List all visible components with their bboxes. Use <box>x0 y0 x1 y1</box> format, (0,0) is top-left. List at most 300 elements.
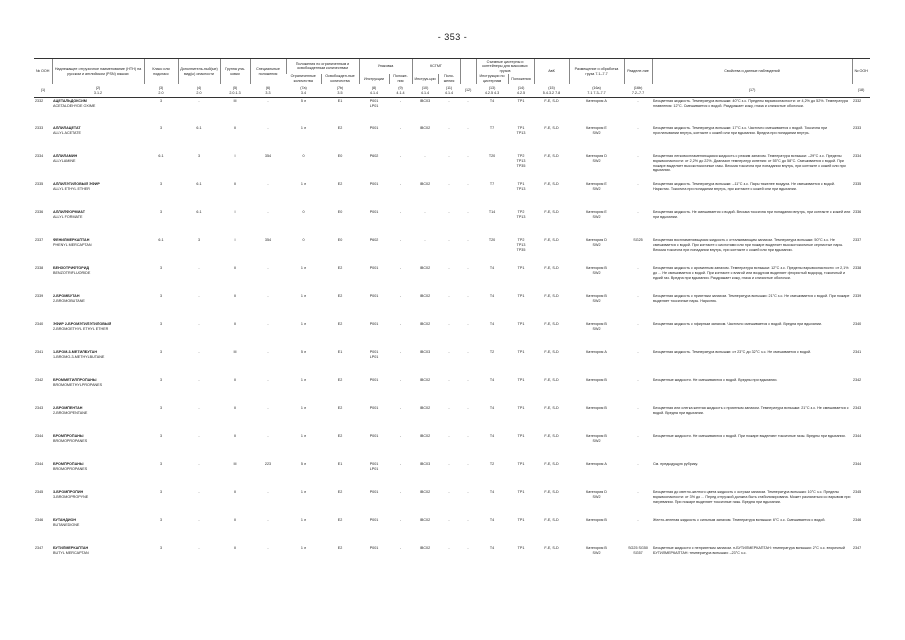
tank-instructions-line: T7 <box>489 126 495 131</box>
class: 3 <box>159 490 163 495</box>
special-provisions: - <box>267 490 269 495</box>
packing-instructions <box>359 490 389 518</box>
stowage-line: Категория D <box>586 490 607 495</box>
class: 3 <box>159 406 163 411</box>
tank-instructions-line: T4 <box>489 294 495 299</box>
tank-provisions-line: TP2 <box>517 210 525 215</box>
column-reference: 3.5 <box>337 90 343 95</box>
tank-instructions <box>476 434 508 462</box>
un-number-right: 2337 <box>853 238 862 243</box>
packing-provisions: - <box>399 266 402 271</box>
tank-provisions-line: TP13 <box>516 215 526 219</box>
shipping-name-ru: 1-БРОМ-3-МЕТИЛБУТАН <box>53 350 98 355</box>
properties: Бесцветные жидкости с неприятным запахом. н-БУТИЛМЕРКАПТАН: температура вспышки: 2°C з.с. вторичный БУТИЛМЕРКАПТАН: температура вспышки: –23°C з.с. <box>653 546 845 555</box>
shipping-name <box>52 266 144 294</box>
col-12-value: - <box>467 462 469 467</box>
col-limited-excepted: Положения по ограниченным и освобожденным количествам <box>286 59 359 74</box>
col-12-value: - <box>467 490 469 495</box>
ibc-instructions: IBC02 <box>419 434 431 439</box>
tank-instructions-line: T2 <box>489 462 495 467</box>
col-properties: Свойства и данные наблюдений <box>652 59 852 85</box>
un-number-right: 2341 <box>853 350 862 355</box>
stowage-line: SW2 <box>592 243 601 247</box>
stowage-line: Категория B <box>586 406 607 411</box>
un-number: 2337 <box>35 238 44 243</box>
tank-provisions-line: TP1 <box>517 182 525 187</box>
column-number <box>508 84 534 98</box>
packing-group: I <box>234 238 236 243</box>
stowage <box>569 518 624 546</box>
un-number: 2345 <box>35 490 44 495</box>
column-number-label: (2) <box>95 86 101 91</box>
ibc-provisions: - <box>448 434 450 439</box>
shipping-name <box>52 126 144 154</box>
ibc-provisions: - <box>448 294 450 299</box>
subsidiary-risk: 3 <box>197 238 201 243</box>
stowage-line: Категория B <box>586 322 607 327</box>
packing-instructions <box>359 462 389 490</box>
segregation: - <box>637 378 639 383</box>
col-excepted-qty: Освобожден-ные количества <box>321 74 359 84</box>
stowage-line: Категория B <box>586 434 607 439</box>
packing-instructions-line: P001 <box>369 182 379 187</box>
segregation: - <box>637 462 639 467</box>
ems: F-E, S-D <box>544 98 559 103</box>
table-row <box>34 154 870 182</box>
stowage <box>569 238 624 266</box>
special-provisions: - <box>267 210 269 215</box>
ibc-instructions: IBC03 <box>419 98 431 103</box>
tank-provisions <box>508 434 534 462</box>
tank-provisions-line: TP1 <box>517 322 525 327</box>
packing-provisions: - <box>399 154 402 159</box>
stowage <box>569 490 624 518</box>
subsidiary-risk: - <box>198 378 200 383</box>
column-reference: 3.3 <box>265 90 271 95</box>
un-number-right: 2344 <box>853 462 862 467</box>
tank-instructions-line: T4 <box>489 518 495 523</box>
subsidiary-risk: - <box>198 434 200 439</box>
limited-qty: 1 л <box>300 266 307 271</box>
column-reference: 2.0 <box>196 90 202 95</box>
stowage <box>569 98 624 126</box>
shipping-name <box>52 182 144 210</box>
shipping-name-ru: 2-БРОМБУТАН <box>53 294 80 299</box>
un-number: 2340 <box>35 322 44 327</box>
tank-instructions <box>476 406 508 434</box>
tank-provisions-line: TP1 <box>517 98 525 103</box>
table-header <box>34 59 870 98</box>
tank-instructions <box>476 546 508 574</box>
shipping-name-ru: 3-БРОМПРОПИН <box>53 490 84 495</box>
special-provisions: - <box>267 182 269 187</box>
special-provisions: - <box>267 266 269 271</box>
stowage <box>569 322 624 350</box>
col-12-value: - <box>467 546 469 551</box>
stowage-line: Категория D <box>586 154 607 159</box>
packing-instructions-line: P001 <box>369 322 379 327</box>
ibc-instructions: IBC03 <box>419 350 431 355</box>
col-12-value: - <box>467 182 469 187</box>
segregation: - <box>637 182 639 187</box>
column-reference: 4.1.4 <box>396 90 405 95</box>
packing-group: III <box>233 350 237 355</box>
stowage <box>569 294 624 322</box>
limited-qty: 1 л <box>300 182 307 187</box>
column-number-label: (1) <box>40 88 46 93</box>
shipping-name-en: BENZOTRIFLUORIDE <box>53 271 91 275</box>
column-number-label: (9) <box>398 86 403 91</box>
packing-group: I <box>234 210 236 215</box>
un-number: 2343 <box>35 406 44 411</box>
tank-provisions <box>508 518 534 546</box>
packing-instructions <box>359 434 389 462</box>
shipping-name <box>52 294 144 322</box>
tank-instructions <box>476 294 508 322</box>
shipping-name-en: ALLYL ETHYL ETHER <box>53 187 90 191</box>
tank-provisions <box>508 546 534 574</box>
packing-provisions: - <box>399 462 402 467</box>
ems: F-E, S-D <box>544 462 559 467</box>
packing-instructions <box>359 546 389 574</box>
column-number <box>389 84 412 98</box>
subsidiary-risk: - <box>198 546 200 551</box>
ems: F-E, S-D <box>544 294 559 299</box>
tank-instructions <box>476 490 508 518</box>
special-provisions: - <box>267 294 269 299</box>
column-reference: 5.4.3.2 7.8 <box>542 90 561 95</box>
stowage-line: SW2 <box>592 439 601 443</box>
subsidiary-risk: 3 <box>197 154 201 159</box>
ibc-instructions: IBC02 <box>419 406 431 411</box>
special-provisions: - <box>267 350 269 355</box>
subsidiary-risk: - <box>198 322 200 327</box>
special-provisions: - <box>267 126 269 131</box>
tank-provisions <box>508 378 534 406</box>
tank-provisions <box>508 126 534 154</box>
col-packing-provisions: Положе-ния <box>389 74 412 84</box>
packing-instructions-line: P602 <box>369 238 379 243</box>
table-row <box>34 322 870 350</box>
stowage <box>569 266 624 294</box>
column-number-label: (7b) <box>336 86 344 91</box>
tank-instructions-line: T20 <box>488 154 496 159</box>
column-number <box>250 84 286 98</box>
special-provisions: - <box>267 378 269 383</box>
packing-group: II <box>233 126 237 131</box>
shipping-name <box>52 350 144 378</box>
shipping-name-en: BROMOMETHYLPROPANES <box>53 383 103 387</box>
limited-qty: 1 л <box>300 490 307 495</box>
packing-instructions <box>359 154 389 182</box>
col-12-value: - <box>467 126 469 131</box>
stowage-line: Категория B <box>586 546 607 551</box>
tank-instructions <box>476 462 508 490</box>
tank-provisions-line: TP1 <box>517 490 525 495</box>
properties: Бесцветная жидкость с ароматным запахом. Температура вспышки: 12°C з.с. Пределы взрывоопасности: от 2,1% до ... Не смешивается с водой. При контакте с влагой или воздухом выделяет фтористый водород, токсичный и едкий газ. Вредна при вдыхании. Раздражает кожу, глаза и слизистые оболочки. <box>653 266 849 280</box>
packing-instructions <box>359 518 389 546</box>
packing-instructions <box>359 238 389 266</box>
excepted-qty: E0 <box>337 210 343 215</box>
tank-instructions <box>476 126 508 154</box>
class: 6.1 <box>158 154 164 159</box>
column-number <box>652 84 852 98</box>
stowage <box>569 462 624 490</box>
shipping-name-ru: БРОММЕТИЛПРОПАНЫ <box>53 378 97 383</box>
tank-provisions <box>508 98 534 126</box>
ibc-instructions: IBC02 <box>419 266 431 271</box>
shipping-name <box>52 462 144 490</box>
col-shipping-name: Надлежащее отгрузочное наименование (НТН) на русском и английском (PSN) языках <box>52 59 144 85</box>
packing-group: III <box>233 98 237 103</box>
excepted-qty: E2 <box>337 490 343 495</box>
page-number: - 353 - <box>437 32 468 42</box>
ibc-provisions: - <box>448 350 450 355</box>
subsidiary-risk: - <box>198 294 200 299</box>
table-row <box>34 546 870 574</box>
packing-instructions-line: P001 <box>369 350 379 355</box>
special-provisions: 223 <box>264 462 272 467</box>
un-number-right: 2334 <box>853 154 862 159</box>
stowage-line: Категория B <box>586 378 607 383</box>
ems: F-E, S-D <box>544 518 559 523</box>
stowage-line: Категория B <box>586 518 607 523</box>
column-reference: 2.0 <box>158 90 164 95</box>
table-row <box>34 266 870 294</box>
table-row <box>34 462 870 490</box>
stowage <box>569 406 624 434</box>
col-segregation: Разделе-ние <box>624 59 652 85</box>
column-number <box>286 84 321 98</box>
ems: F-E, S-D <box>544 154 559 159</box>
column-number-label: (8) <box>371 86 377 91</box>
properties: Бесцветные жидкости. Не смешиваются с водой. При пожаре выделяют токсичные газы. Вредны при вдыхании. <box>653 434 846 439</box>
limited-qty: 5 л <box>300 462 307 467</box>
shipping-name-ru: АЦЕТАЛЬДОКСИМ <box>53 98 87 103</box>
un-number-right: 2346 <box>853 518 862 523</box>
tank-provisions-line: TP1 <box>517 518 525 523</box>
class: 3 <box>159 126 163 131</box>
table-row <box>34 378 870 406</box>
tank-instructions <box>476 154 508 182</box>
ibc-instructions: IBC02 <box>419 126 431 131</box>
class: 6.1 <box>158 238 164 243</box>
packing-instructions-line: LP01 <box>369 103 379 108</box>
ems: F-E, S-D <box>544 350 559 355</box>
shipping-name <box>52 210 144 238</box>
tank-provisions <box>508 294 534 322</box>
excepted-qty: E0 <box>337 154 343 159</box>
tank-provisions-line: TP35 <box>516 247 526 252</box>
packing-instructions-line: P001 <box>369 126 379 131</box>
table-body <box>34 98 870 574</box>
packing-instructions-line: LP01 <box>369 355 379 359</box>
tank-provisions-line: TP1 <box>517 406 525 411</box>
packing-instructions <box>359 322 389 350</box>
segregation: - <box>637 98 639 103</box>
col-12-value: - <box>467 154 469 159</box>
tank-provisions <box>508 462 534 490</box>
column-number-label: (18) <box>857 88 865 93</box>
excepted-qty: E2 <box>337 378 343 383</box>
ibc-instructions: IBC02 <box>419 518 431 523</box>
un-number-right: 2345 <box>853 490 862 495</box>
un-number-right: 2339 <box>853 294 862 299</box>
column-number-label: (3) <box>158 86 164 91</box>
shipping-name-en: 3-BROMOPROPYNE <box>53 495 89 499</box>
packing-group: II <box>233 518 237 523</box>
limited-qty: 0 <box>302 238 305 243</box>
excepted-qty: E2 <box>337 322 343 327</box>
packing-instructions <box>359 210 389 238</box>
tank-instructions-line: T2 <box>489 350 495 355</box>
class: 3 <box>159 546 163 551</box>
column-reference: 4.1.4 <box>420 90 430 95</box>
segregation: - <box>637 350 639 355</box>
packing-instructions-line: P001 <box>369 434 379 439</box>
shipping-name-ru: 2-БРОМПЕНТАН <box>53 406 83 411</box>
tank-instructions <box>476 378 508 406</box>
packing-instructions-line: LP01 <box>369 467 379 471</box>
shipping-name-ru: АЛЛИЛЭТИЛОВЫЙ ЭФИР <box>53 182 100 187</box>
subsidiary-risk: 6.1 <box>196 126 202 131</box>
properties: Бесцветная жидкость. Температура вспышки: 40°C з.с. Пределы взрывоопасности: от 4,2% до 52%. Температура плавления: 12°C. Смешивается с водой. Раздражает кожу, глаза и слизистые оболочки. <box>653 98 848 108</box>
ems: F-E, S-D <box>544 406 559 411</box>
stowage <box>569 154 624 182</box>
un-number-right: 2340 <box>853 322 862 327</box>
tank-instructions-line: T4 <box>489 98 495 103</box>
tank-provisions-line: TP2 <box>517 238 525 243</box>
shipping-name <box>52 490 144 518</box>
ems: F-E, S-D <box>544 434 559 439</box>
packing-group: I <box>234 154 236 159</box>
col-un-number-right: № ООН <box>852 59 870 85</box>
packing-instructions-line: P001 <box>369 462 379 467</box>
segregation: - <box>637 294 639 299</box>
col-class: Класс или подкласс <box>144 59 178 85</box>
packing-provisions: - <box>399 406 402 411</box>
ems: F-E, S-D <box>544 378 559 383</box>
segregation: - <box>637 434 639 439</box>
tank-instructions-line: T7 <box>489 182 495 187</box>
packing-group: II <box>233 378 237 383</box>
shipping-name-en: 1-BROMO-3-METHYLBUTANE <box>53 355 105 359</box>
special-provisions: 354 <box>264 154 272 159</box>
class: 3 <box>159 462 163 467</box>
packing-provisions: - <box>399 546 402 551</box>
packing-instructions <box>359 406 389 434</box>
col-12-value: - <box>467 266 469 271</box>
packing-instructions-line: P001 <box>369 378 379 383</box>
limited-qty: 1 л <box>300 322 307 327</box>
excepted-qty: E2 <box>337 294 343 299</box>
segregation: - <box>637 322 639 327</box>
excepted-qty: E0 <box>337 238 343 243</box>
ibc-instructions: IBC02 <box>419 322 431 327</box>
limited-qty: 1 л <box>300 378 307 383</box>
limited-qty: 1 л <box>300 294 307 299</box>
tank-provisions-line: TP2 <box>517 154 525 159</box>
col-ibc-provisions: Поло-жения <box>438 74 460 84</box>
column-reference: 7.2–7.7 <box>631 90 645 95</box>
col-tanks: Съемные цистерны и контейнеры для массовых грузов <box>476 59 534 74</box>
segregation: - <box>637 518 639 523</box>
stowage-line: SW2 <box>592 187 601 191</box>
un-number: 2335 <box>35 182 44 187</box>
packing-group: II <box>233 266 237 271</box>
packing-provisions: - <box>399 350 402 355</box>
class: 3 <box>159 322 163 327</box>
packing-instructions-line: P001 <box>369 266 379 271</box>
stowage <box>569 378 624 406</box>
packing-instructions-line: P001 <box>369 490 379 495</box>
col-packing-group: Группа упа-ковки <box>220 59 250 85</box>
shipping-name-en: 2-BROMOETHYL ETHYL ETHER <box>53 327 109 331</box>
stowage-line: Категория E <box>586 126 607 131</box>
col-12-value: - <box>467 98 469 103</box>
stowage-line: SW2 <box>592 551 601 555</box>
stowage <box>569 350 624 378</box>
ibc-provisions: - <box>448 98 450 103</box>
col-ems: АвК <box>534 59 569 85</box>
column-reference: 7.1 7.3–7.7 <box>587 90 606 95</box>
column-number <box>178 84 220 98</box>
tank-instructions <box>476 238 508 266</box>
limited-qty: 5 л <box>300 350 307 355</box>
shipping-name-en: BROMOPROPANES <box>53 439 88 443</box>
column-number <box>144 84 178 98</box>
shipping-name <box>52 238 144 266</box>
column-number-label: (13) <box>488 86 496 91</box>
ibc-provisions: - <box>448 462 450 467</box>
un-number: 2346 <box>35 518 44 523</box>
tank-instructions-line: T4 <box>489 406 495 411</box>
limited-qty: 5 л <box>300 98 307 103</box>
packing-group: II <box>233 546 237 551</box>
stowage <box>569 126 624 154</box>
col-tank-instructions: Инструкции по цистернам <box>476 74 508 84</box>
subsidiary-risk: - <box>198 518 200 523</box>
segregation: - <box>637 154 639 159</box>
col-12-value: - <box>467 518 469 523</box>
un-number: 2336 <box>35 210 44 215</box>
column-number-label: (5) <box>232 86 238 91</box>
ibc-instructions: IBC03 <box>419 462 431 467</box>
excepted-qty: E2 <box>337 518 343 523</box>
column-number <box>534 84 569 98</box>
subsidiary-risk: 6.1 <box>196 210 202 215</box>
packing-instructions-line: P001 <box>369 518 379 523</box>
shipping-name-en: 2-BROMOBUTANE <box>53 299 85 303</box>
packing-provisions: - <box>399 98 402 103</box>
shipping-name-ru: БУТИЛМЕРКАПТАН <box>53 546 89 551</box>
segregation: - <box>637 210 639 215</box>
un-number-right: 2343 <box>853 406 862 411</box>
column-number <box>359 84 389 98</box>
ibc-provisions: - <box>448 406 450 411</box>
tank-provisions <box>508 182 534 210</box>
packing-instructions-line: P001 <box>369 546 379 551</box>
packing-instructions-line: P001 <box>369 406 379 411</box>
col-un-number: № ООН <box>34 59 52 85</box>
tank-provisions-line: TP1 <box>517 294 525 299</box>
limited-qty: 0 <box>302 210 305 215</box>
tank-provisions-line: TP1 <box>517 462 525 467</box>
properties: Бесцветная жидкость с приятным запахом. Температура вспышки: 21°C з.с. Не смешивается с водой. При пожаре выделяет токсичные пары. Наркотик. <box>653 294 850 303</box>
tank-provisions <box>508 322 534 350</box>
col-packing-instructions: Инструкции <box>359 74 389 84</box>
col-packing: Упаковка <box>359 59 412 74</box>
